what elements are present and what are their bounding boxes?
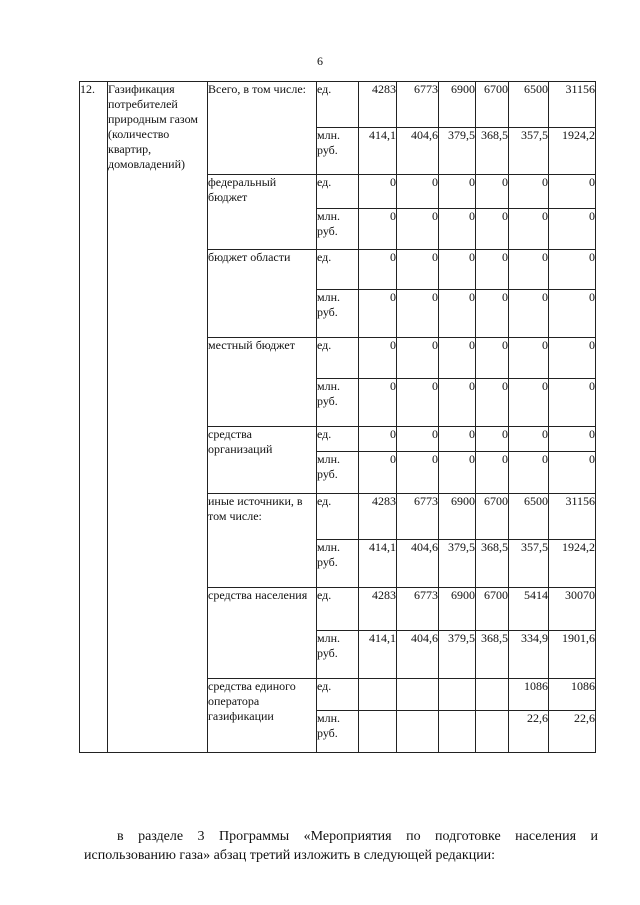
value-cell: 0	[509, 427, 549, 452]
value-cell: 0	[397, 290, 439, 338]
value-cell	[476, 711, 509, 753]
value-cell: 6773	[397, 588, 439, 631]
value-cell: 357,5	[509, 540, 549, 588]
value-cell: 368,5	[476, 128, 509, 175]
value-cell: 6500	[509, 82, 549, 128]
value-cell	[397, 711, 439, 753]
value-cell: 0	[439, 209, 476, 250]
value-cell: 6500	[509, 494, 549, 540]
program-table	[79, 81, 596, 753]
value-cell: 0	[439, 250, 476, 290]
value-cell: 0	[397, 379, 439, 427]
value-cell: 6700	[476, 82, 509, 128]
value-cell: 6700	[476, 494, 509, 540]
total-cell: 1086	[549, 679, 596, 711]
unit-cell: млн. руб.	[317, 128, 359, 175]
value-cell: 0	[359, 290, 397, 338]
value-cell: 0	[397, 338, 439, 379]
table-row	[80, 82, 596, 128]
value-cell: 0	[509, 175, 549, 209]
value-cell: 0	[359, 209, 397, 250]
value-cell: 0	[397, 175, 439, 209]
value-cell: 0	[476, 290, 509, 338]
value-cell: 5414	[509, 588, 549, 631]
total-cell: 0	[549, 379, 596, 427]
value-cell: 0	[397, 427, 439, 452]
value-cell: 0	[397, 209, 439, 250]
value-cell: 4283	[359, 588, 397, 631]
value-cell: 0	[476, 338, 509, 379]
value-cell: 368,5	[476, 540, 509, 588]
value-cell: 6700	[476, 588, 509, 631]
total-cell: 0	[549, 427, 596, 452]
unit-cell: ед.	[317, 250, 359, 290]
unit-cell: млн. руб.	[317, 379, 359, 427]
value-cell: 404,6	[397, 128, 439, 175]
unit-cell: млн. руб.	[317, 711, 359, 753]
value-cell: 6900	[439, 82, 476, 128]
value-cell: 4283	[359, 82, 397, 128]
value-cell: 0	[476, 452, 509, 494]
unit-cell: ед.	[317, 494, 359, 540]
funding-source: федеральный бюджет	[208, 175, 317, 250]
value-cell: 6773	[397, 82, 439, 128]
value-cell: 0	[359, 427, 397, 452]
value-cell: 0	[509, 338, 549, 379]
value-cell: 6900	[439, 494, 476, 540]
value-cell	[439, 711, 476, 753]
value-cell: 0	[439, 338, 476, 379]
total-cell: 30070	[549, 588, 596, 631]
value-cell: 0	[509, 452, 549, 494]
total-cell: 0	[549, 452, 596, 494]
value-cell	[359, 679, 397, 711]
unit-cell: млн. руб.	[317, 452, 359, 494]
value-cell: 4283	[359, 494, 397, 540]
unit-cell: млн. руб.	[317, 209, 359, 250]
value-cell: 0	[439, 175, 476, 209]
value-cell: 379,5	[439, 128, 476, 175]
value-cell: 0	[359, 338, 397, 379]
value-cell: 368,5	[476, 631, 509, 679]
item-name: Газификация потребителей природным газом (количество квартир, домовладений)	[108, 82, 208, 753]
value-cell: 404,6	[397, 540, 439, 588]
total-cell: 0	[549, 250, 596, 290]
total-cell: 0	[549, 209, 596, 250]
value-cell: 1086	[509, 679, 549, 711]
value-cell: 334,9	[509, 631, 549, 679]
funding-source: Всего, в том числе:	[208, 82, 317, 175]
value-cell: 414,1	[359, 631, 397, 679]
unit-cell: ед.	[317, 679, 359, 711]
value-cell: 0	[439, 452, 476, 494]
page-number: 6	[317, 54, 323, 68]
value-cell: 0	[509, 290, 549, 338]
value-cell: 379,5	[439, 631, 476, 679]
funding-source: средства единого оператора газификации	[208, 679, 317, 753]
value-cell: 0	[476, 379, 509, 427]
value-cell: 0	[439, 290, 476, 338]
value-cell: 0	[509, 379, 549, 427]
unit-cell: млн. руб.	[317, 540, 359, 588]
value-cell: 0	[359, 452, 397, 494]
total-cell: 1901,6	[549, 631, 596, 679]
total-cell: 31156	[549, 494, 596, 540]
total-cell: 22,6	[549, 711, 596, 753]
value-cell: 0	[359, 175, 397, 209]
instruction-paragraph: в разделе 3 Программы «Мероприятия по подготовке населения и использованию газа» абзац третий изложить в следующей редакции:	[84, 829, 598, 863]
value-cell	[439, 679, 476, 711]
unit-cell: млн. руб.	[317, 290, 359, 338]
total-cell: 1924,2	[549, 128, 596, 175]
total-cell: 0	[549, 175, 596, 209]
value-cell: 0	[439, 379, 476, 427]
value-cell: 22,6	[509, 711, 549, 753]
item-number: 12.	[80, 82, 108, 753]
unit-cell: ед.	[317, 175, 359, 209]
value-cell: 6900	[439, 588, 476, 631]
value-cell: 0	[476, 175, 509, 209]
value-cell: 0	[476, 250, 509, 290]
value-cell: 6773	[397, 494, 439, 540]
total-cell: 0	[549, 290, 596, 338]
value-cell: 414,1	[359, 540, 397, 588]
unit-cell: ед.	[317, 588, 359, 631]
total-cell: 0	[549, 338, 596, 379]
value-cell: 0	[439, 427, 476, 452]
value-cell: 0	[359, 379, 397, 427]
total-cell: 1924,2	[549, 540, 596, 588]
funding-source: средства населения	[208, 588, 317, 679]
value-cell: 404,6	[397, 631, 439, 679]
value-cell: 357,5	[509, 128, 549, 175]
value-cell: 379,5	[439, 540, 476, 588]
value-cell: 414,1	[359, 128, 397, 175]
unit-cell: ед.	[317, 427, 359, 452]
value-cell	[359, 711, 397, 753]
unit-cell: ед.	[317, 338, 359, 379]
total-cell: 31156	[549, 82, 596, 128]
value-cell: 0	[476, 427, 509, 452]
funding-source: средства организаций	[208, 427, 317, 494]
value-cell: 0	[397, 452, 439, 494]
value-cell: 0	[509, 209, 549, 250]
funding-source: местный бюджет	[208, 338, 317, 427]
unit-cell: млн. руб.	[317, 631, 359, 679]
funding-source: бюджет области	[208, 250, 317, 338]
value-cell: 0	[397, 250, 439, 290]
value-cell: 0	[509, 250, 549, 290]
value-cell	[476, 679, 509, 711]
value-cell: 0	[359, 250, 397, 290]
funding-source: иные источники, в том числе:	[208, 494, 317, 588]
value-cell	[397, 679, 439, 711]
value-cell: 0	[476, 209, 509, 250]
unit-cell: ед.	[317, 82, 359, 128]
